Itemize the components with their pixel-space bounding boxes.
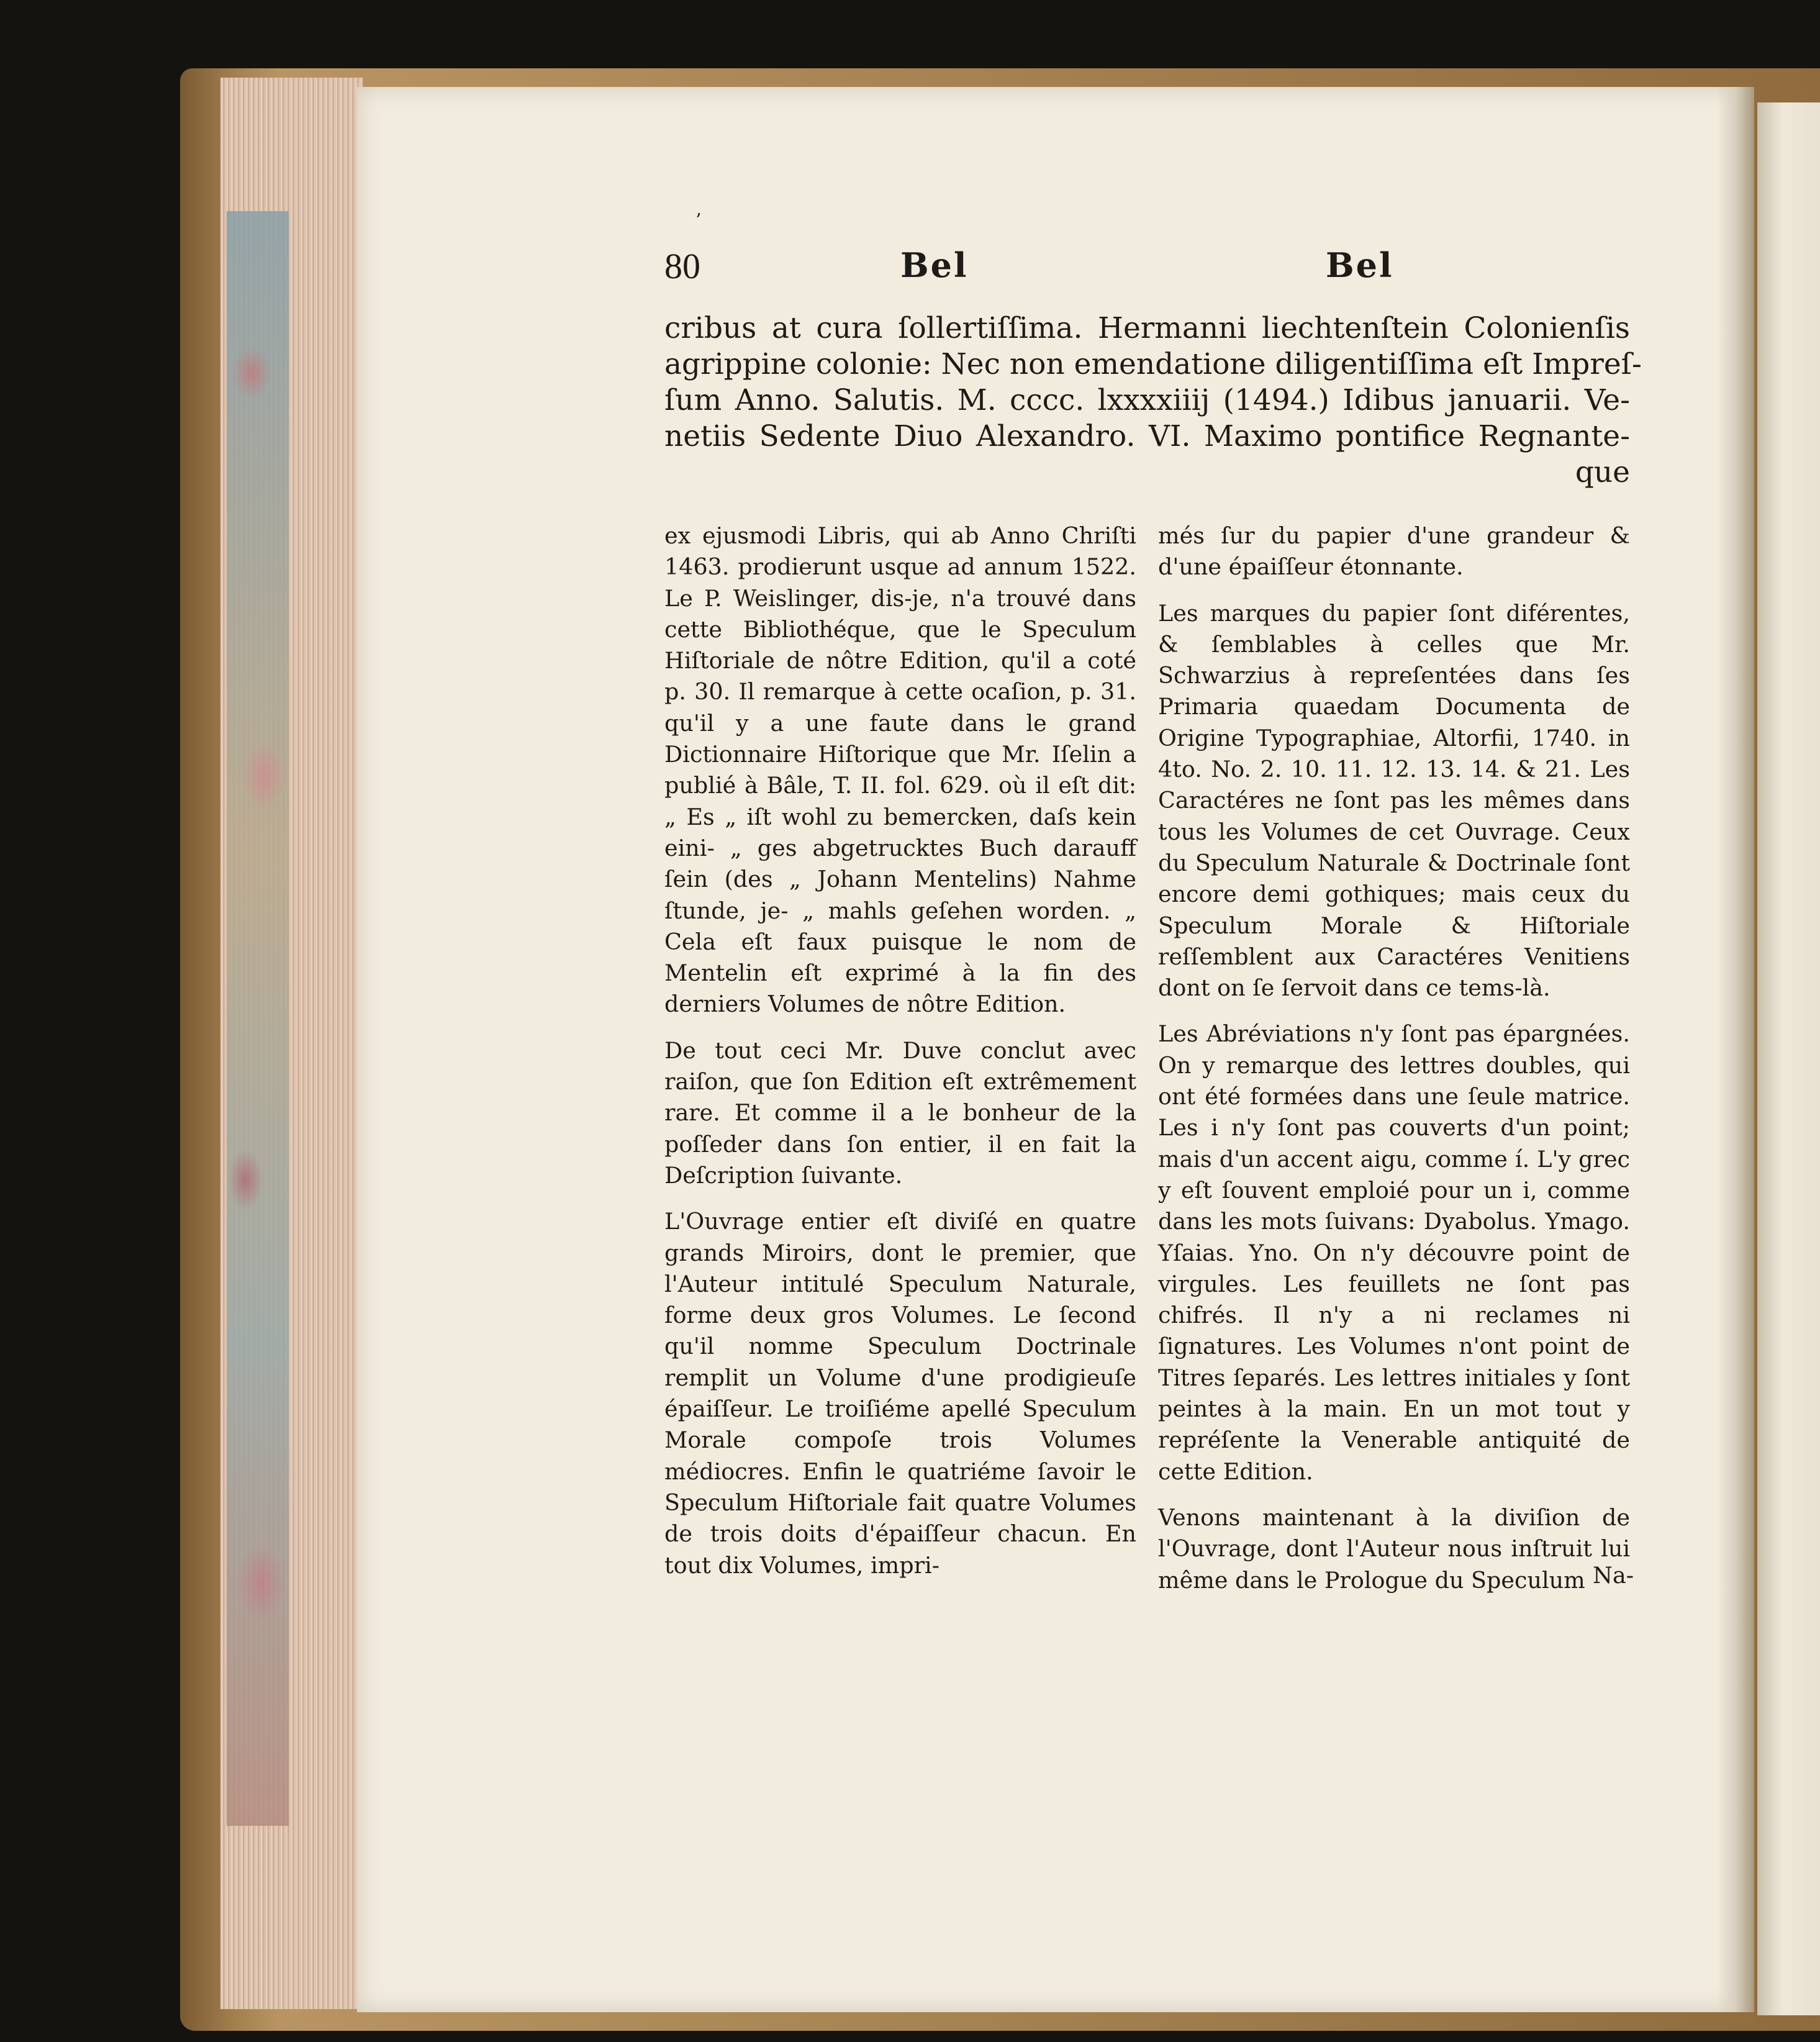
paragraph: Les marques du papier ſont diférentes, & ſemblables à celles que Mr. Schwarzius à repreſentées dans ſes Primaria quaedam Documenta de Origine Typographiae, Altorfii, 1740. in 4to. No. 2. 10. 11. 12. 13. 14. & 21. Les Caractéres ne ſont pas les mêmes dans tous les Volumes de cet Ouvrage. Ceux du Speculum Naturale & Doctrinale ſont encore demi gothiques; mais ceux du Speculum Morale & Hiſtoriale reſſemblent aux Caractéres Venitiens dont on ſe ſervoit dans ce tems-là. bbox=[1158, 599, 1630, 1002]
marbled-endpaper bbox=[227, 211, 289, 1826]
facing-page-edge bbox=[1757, 102, 1820, 2015]
colophon-block bbox=[664, 311, 1642, 491]
left-column bbox=[664, 520, 1136, 1596]
running-head-right: Bel bbox=[1326, 245, 1394, 285]
colophon-line: netiis Sedente Diuo Alexandro. VI. Maximo pontifice Regnante- bbox=[664, 419, 1630, 453]
paragraph: ex ejusmodi Libris, qui ab Anno Chriſti 1463. prodierunt usque ad annum 1522. Le P. Weislinger, dis-je, n'a trouvé dans cette Bibliothéque, que le Speculum Hiſtoriale de nôtre Edition, qu'il a coté p. 30. Il remarque à cette ocaſion, p. 31. qu'il y a une faute dans le grand Dictionnaire Hiſtorique que Mr. Iſelin a publié à Bâle, T. II. fol. 629. où il eſt dit: „ Es „ iſt wohl zu bemercken, daſs kein eini- „ ges abgetrucktes Buch darauff ſein (des „ Johann Mentelins) Nahme ſtunde, je- „ mahls geſehen worden. „ Cela eſt faux puisque le nom de Mentelin eſt exprimé à la fin des derniers Volumes de nôtre Edition. bbox=[664, 522, 1136, 1018]
paragraph: més ſur du papier d'une grandeur & d'une épaiſſeur étonnante. bbox=[1158, 522, 1630, 581]
running-header bbox=[664, 245, 1394, 295]
ink-mark: ’ bbox=[695, 210, 702, 232]
colophon-line: agrippine colonie: Nec non emendatione diligentiſſima eſt Impreſ- bbox=[664, 347, 1642, 381]
colophon-line: cribus at cura ſollertiſſima. Hermanni liechtenſtein Colonienſis bbox=[664, 311, 1630, 345]
page-gutter bbox=[1717, 87, 1754, 2012]
paragraph: Venons maintenant à la diviſion de l'Ouvrage, dont l'Auteur nous inſtruit lui même dans le Prologue du Speculum bbox=[1158, 1504, 1630, 1594]
paragraph: L'Ouvrage entier eſt diviſé en quatre grands Miroirs, dont le premier, que l'Auteur intitulé Speculum Naturale, forme deux gros Volumes. Le ſecond qu'il nomme Speculum Doctrinale remplit un Volume d'une prodigieuſe épaiſſeur. Le troiſiéme apellé Speculum Morale compoſe trois Volumes médiocres. Enfin le quatriéme ſavoir le Speculum Hiſtoriale fait quatre Volumes de trois doits d'épaiſſeur chacun. En tout dix Volumes, impri- bbox=[664, 1208, 1136, 1579]
colophon-line: que bbox=[1575, 455, 1630, 489]
catchword: Na- bbox=[1593, 1562, 1634, 1589]
paragraph: Les Abréviations n'y ſont pas épargnées. On y remarque des lettres doubles, qui ont été formées dans une ſeule matrice. Les i n'y ſont pas couverts d'un point; mais d'un accent aigu, comme í. L'y grec y eſt ſouvent emploié pour un i, comme dans les mots ſuivans: Dyabolus. Ymago. Yſaias. Yno. On n'y découvre point de virgules. Les feuillets ne ſont pas chifrés. Il n'y a ni reclames ni ſignatures. Les Volumes n'ont point de Titres ſeparés. Les lettres initiales y ſont peintes à la main. En un mot tout y repréſente la Venerable antiquité de cette Edition. bbox=[1158, 1020, 1630, 1485]
right-column bbox=[1158, 520, 1630, 1611]
colophon-line: ſum Anno. Salutis. M. cccc. lxxxxiiij (1494.) Idibus januarii. Ve- bbox=[664, 383, 1630, 417]
paragraph: De tout ceci Mr. Duve conclut avec raiſon, que ſon Edition eſt extrêmement rare. Et comme il a le bonheur de la poſſeder dans ſon entier, il en fait la Deſcription ſuivante. bbox=[664, 1037, 1136, 1189]
running-head-left: Bel bbox=[900, 245, 969, 285]
page-number: 80 bbox=[664, 246, 700, 286]
